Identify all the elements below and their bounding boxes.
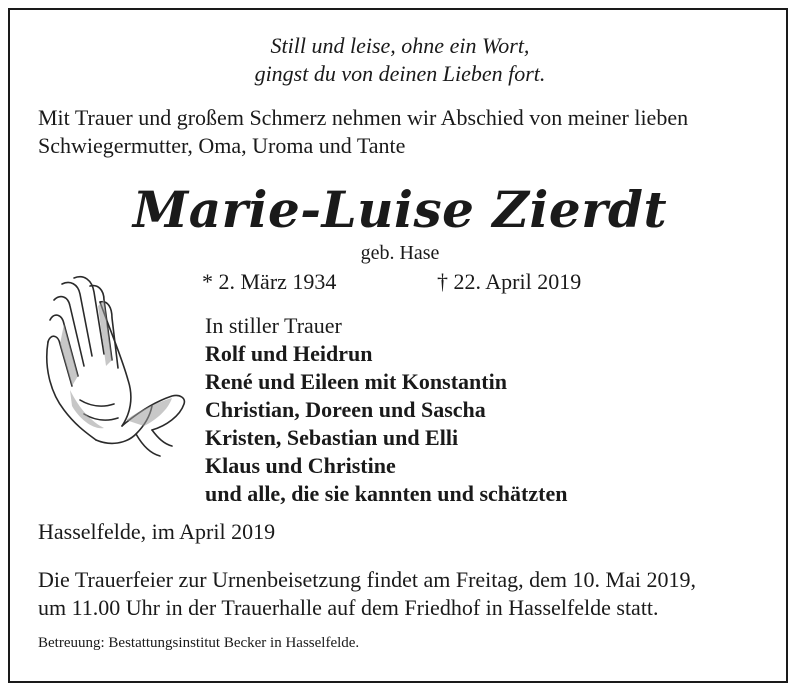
place-and-date: Hasselfelde, im April 2019 [38,519,276,544]
service-info-line-1: Die Trauerfeier zur Urnenbeisetzung findet am Freitag, dem 10. Mai 2019, [38,567,696,592]
mourner-name: Kristen, Sebastian und Elli [205,425,459,450]
mourner-name: und alle, die sie kannten und schätzten [205,481,568,506]
service-info-line-2: um 11.00 Uhr in der Trauerhalle auf dem Friedhof in Hasselfelde statt. [38,595,659,620]
intro-line-1: Mit Trauer und großem Schmerz nehmen wir Abschied von meiner lieben [38,105,689,130]
deceased-name: Marie-Luise Zierdt [132,180,668,239]
poem-line-2: gingst du von deinen Lieben fort. [254,61,546,86]
mourner-name: Christian, Doreen und Sascha [205,397,486,422]
death-date: † 22. April 2019 [437,269,582,294]
mourner-name: René und Eileen mit Konstantin [205,369,507,394]
mourner-name: Klaus und Christine [205,453,396,478]
intro-line-2: Schwiegermutter, Oma, Uroma und Tante [38,133,406,158]
mourner-name: Rolf und Heidrun [205,341,373,366]
birth-date: * 2. März 1934 [202,269,337,294]
mourning-heading: In stiller Trauer [205,313,342,338]
praying-hands-icon [40,270,190,460]
funeral-home-credit: Betreuung: Bestattungsinstitut Becker in Hasselfelde. [38,635,360,651]
maiden-name: geb. Hase [360,242,440,264]
poem-line-1: Still und leise, ohne ein Wort, [270,33,530,58]
